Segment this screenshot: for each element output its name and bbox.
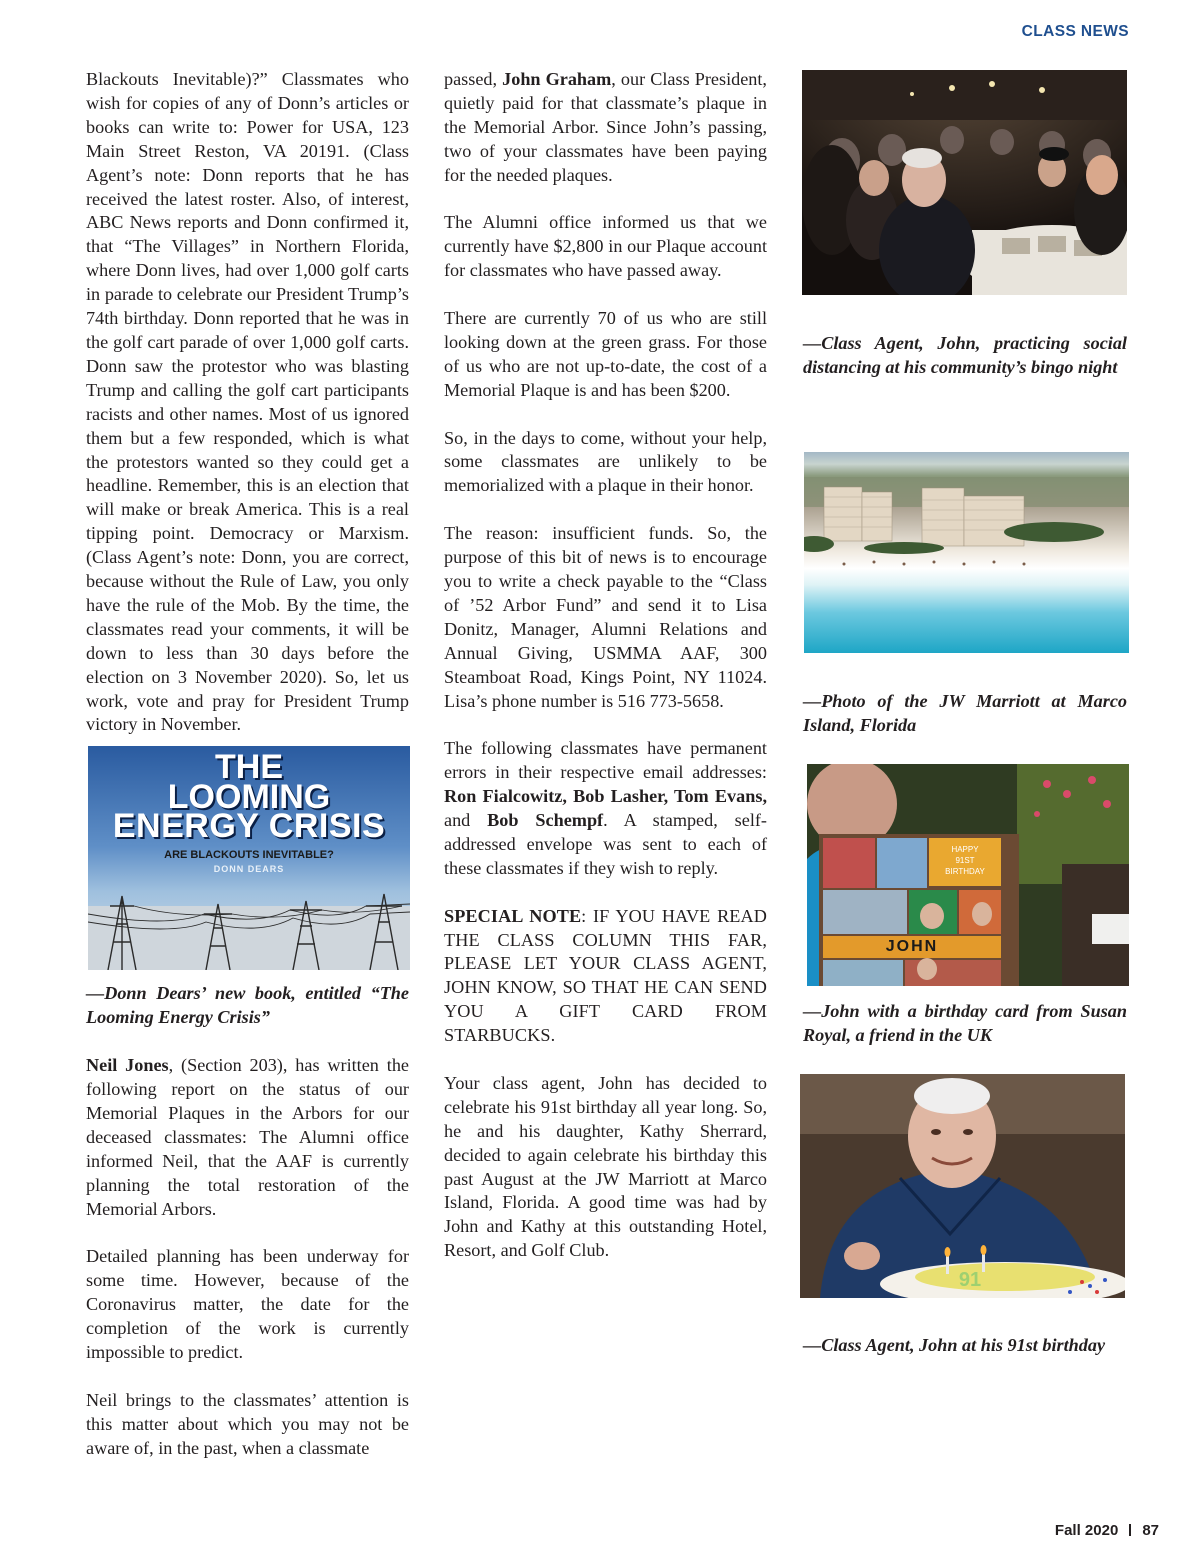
marriott-resort-illustration — [804, 452, 1129, 653]
paragraph-insufficient-funds: The reason: insufficient funds. So, the purpose of this bit of news is to encourage you to write a check payable to the “Class of ’52 Arbor Fund” and send it to Lisa Donitz, Manager, Alumni Relations and Annual Giving, USMMA AAF, 300 Steamboat Road, Kings Point, NY 11024. Lisa’s phone number is 516 773-5658. — [444, 523, 767, 711]
book-title-line-3: ENERGY CRISIS — [112, 807, 386, 846]
caption-jw-marriott: —Photo of the JW Marriott at Marco Island, Florida — [803, 691, 1127, 735]
paragraph-neil-attention: Neil brings to the classmates’ attention is this matter about which you may not be aware of, in the past, when a classmate — [86, 1389, 409, 1458]
caption-bingo-night: —Class Agent, John, practicing social distancing at his community’s bingo night — [803, 333, 1127, 377]
issue-label: Fall 2020 — [1054, 1522, 1119, 1539]
photo-91st-birthday — [800, 1074, 1125, 1298]
footer-separator — [1129, 1524, 1131, 1536]
paragraph-planning: Detailed planning has been underway for some time. However, because of the Coronavirus matter, the date for the completion of the work is currently impossible to predict. — [86, 1246, 409, 1362]
birthday-card-greeting: HAPPY 91ST BIRTHDAY — [945, 845, 985, 876]
name-john-graham: John Graham — [502, 69, 612, 89]
page-number: 87 — [1142, 1522, 1159, 1539]
caption-91st-birthday: —Class Agent, John at his 91st birthday — [803, 1335, 1106, 1355]
paragraph-donn-dears: Blackouts Inevitable)?” Classmates who wish for copies of any of Donn’s articles or books can write to: Power for USA, 123 Main Street Reston, VA 20191. (Class Agent’s note: Donn reports that he has received the latest roster. Also, of interest, ABC News reports and Donn confirmed it, that “The Villages” in Northern Florida, where Donn lives, had over 1,000 golf carts in parade to celebrate our President Trump’s 74th birthday. Donn reported that he was in the golf cart parade of over 1,000 golf carts. Donn saw the protestor who was blasting Trump and calling the golf cart participants racists and other names. Most of us ignored them but a few responded, which is what the protestors wanted so they could get a headline. Remember, this is an election that will make or break America. This is a real tipping point. Democracy or Marxism. (Class Agent’s note: Donn, you are correct, because without the Rule of Law, you only have the rule of the Mob. By the time, the classmates read your comments, it will be down to less than 30 days before the election on 3 November 2020). So, let us work, vote and pray for President Trump victory in November. — [86, 69, 409, 735]
birthday-cake-number: 91 — [958, 1269, 982, 1291]
photo-bingo-night — [802, 70, 1127, 295]
paragraph-70-classmates: There are currently 70 of us who are still looking down at the green grass. For those of us who are not up-to-date, the cost of a Memorial Plaque is and has been $200. — [444, 308, 767, 400]
paragraph-special-note: SPECIAL NOTE: IF YOU HAVE READ THE CLASS COLUMN THIS FAR, PLEASE LET YOUR CLASS AGENT, JOHN KNOW, SO THAT HE CAN SEND YOU A GIFT CARD FROM STARBUCKS. — [444, 905, 767, 1046]
caption-birthday-card: —John with a birthday card from Susan Royal, a friend in the UK — [803, 1001, 1127, 1045]
book-subtitle: ARE BLACKOUTS INEVITABLE? — [164, 849, 334, 862]
bingo-night-illustration — [802, 70, 1127, 295]
birthday-card-name: JOHN — [885, 938, 939, 955]
name-bob-schempf: Bob Schempf — [487, 810, 604, 831]
book-cover-image — [88, 746, 410, 970]
special-note-label: SPECIAL NOTE — [444, 905, 582, 926]
names-email-errors: Ron Fialcowitz, Bob Lasher, Tom Evans, — [444, 786, 767, 807]
photo-jw-marriott — [804, 452, 1129, 653]
article-column-2 — [444, 68, 767, 1263]
book-caption: —Donn Dears’ new book, entitled “The Looming Energy Crisis” — [86, 983, 409, 1028]
paragraph-plaque-account: The Alumni office informed us that we currently have $2,800 in our Plaque account for classmates who have passed away. — [444, 212, 767, 281]
book-title-line-2: LOOMING — [167, 778, 331, 817]
book-author: DONN DEARS — [213, 864, 285, 875]
page-footer — [1055, 1522, 1159, 1539]
paragraph-days-to-come: So, in the days to come, without your help, some classmates are unlikely to be memorialized with a plaque in their honor. — [444, 427, 767, 496]
paragraph-john-graham: passed, John Graham, our Class President, quietly paid for that classmate’s plaque in the Memorial Arbor. Since John’s passing, two of your classmates have been paying for the needed plaques. — [444, 69, 767, 185]
paragraph-91st-birthday: Your class agent, John has decided to celebrate his 91st birthday all year long. So, he and his daughter, Kathy Sherrard, decided to again celebrate his birthday this past August at the JW Marriott at Marco Island, Florida. A good time was had by John and Kathy at this outstanding Hotel, Resort, and Golf Club. — [444, 1072, 767, 1261]
birthday-portrait-illustration — [800, 1074, 1125, 1298]
name-neil-jones: Neil Jones — [86, 1055, 169, 1076]
article-column-1 — [86, 68, 409, 1460]
section-title: CLASS NEWS — [1021, 23, 1129, 40]
photo-birthday-card — [807, 764, 1129, 986]
paragraph-email-errors: The following classmates have permanent errors in their respective email addresses: Ron Fialcowitz, Bob Lasher, Tom Evans, and Bob Schempf. A stamped, self-addressed envelope was sent to each of these classmates if they wish to reply. — [444, 738, 767, 878]
paragraph-neil-jones: Neil Jones, (Section 203), has written the following report on the status of our Memorial Plaques in the Arbors for our deceased classmates: The Alumni office informed Neil, that the AAF is currently planning the total restoration of the Memorial Arbors. — [86, 1055, 409, 1219]
book-title-line-1: THE — [215, 748, 283, 787]
